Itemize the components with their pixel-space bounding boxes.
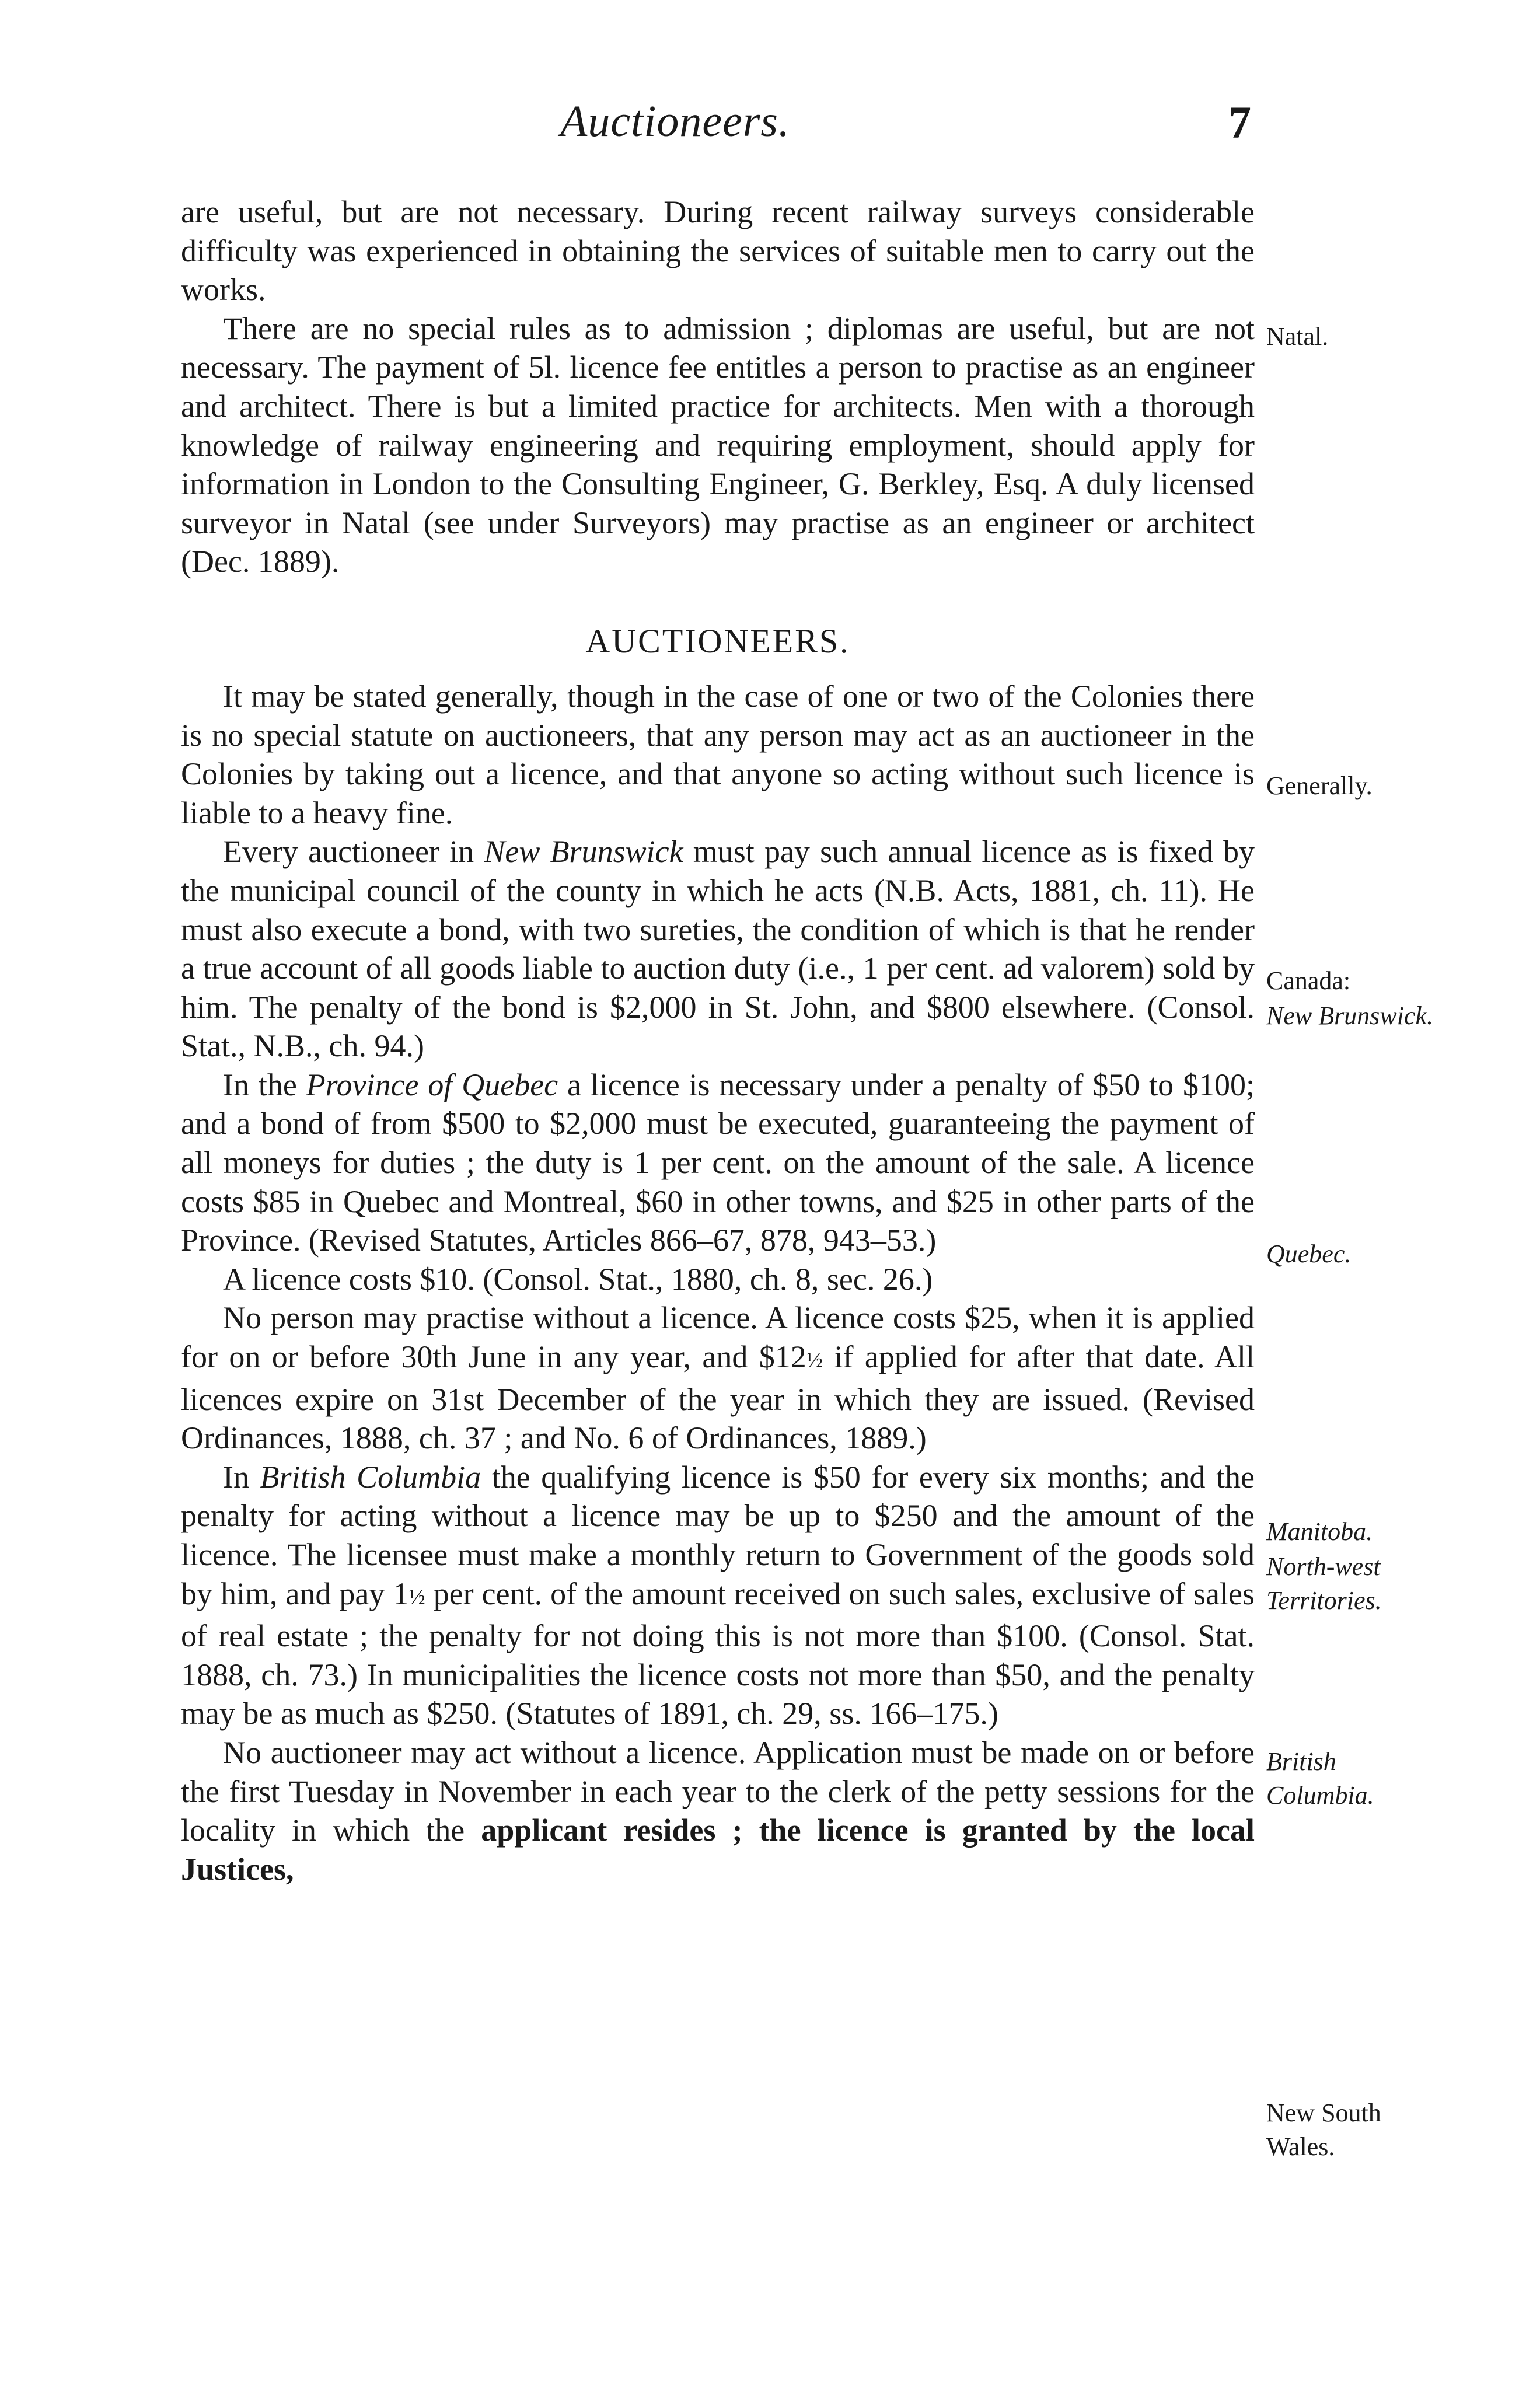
margin-note-canada: Canada: <box>1266 966 1351 995</box>
paragraph-new-brunswick: Every auctioneer in New Brunswick must pay such annual licence as is fixed by the municipal council of the county in which he acts (N.B. Acts, 1881, ch. 11). He must also execute a bond, with two sureties, the condition of which is that he render a true account of all goods liable to auction duty (i.e., 1 per cent. ad valorem) sold by him. The penalty of the bond is $2,000 in St. John, and $800 elsewhere. (Consol. Stat., N.B., ch. 94.) <box>181 834 1255 1064</box>
margin-note-natal: Natal. <box>1266 322 1329 351</box>
section-heading: AUCTIONEERS. <box>585 622 850 660</box>
place-name: Province of Quebec <box>306 1067 558 1102</box>
running-title: Auctioneers. <box>560 97 791 146</box>
margin-note-new-brunswick: New Brunswick. <box>1266 1001 1433 1030</box>
page-header <box>0 96 1540 155</box>
margin-note-manitoba: Manitoba. <box>1266 1517 1373 1546</box>
margin-note-british-columbia: British Columbia. <box>1266 1747 1374 1810</box>
paragraph-generally: It may be stated generally, though in the case of one or two of the Colonies there is no special statute on auctioneers, that any person may act as an auctioneer in the Colonies by taking out a licence, and that anyone so acting without such licence is liable to a heavy fine. <box>181 678 1255 830</box>
place-name: New Brunswick <box>484 834 683 870</box>
paragraph-nw-territories: No person may practise without a licence. A licence costs $25, when it is applied for on or before 30th June in any year, and $12½ if applied for after that date. All licences expire on 31st December of the year in which they are issued. (Revised Ordinances, 1888, ch. 37 ; and No. 6 of Ordinances, 1889.) <box>181 1300 1255 1456</box>
margin-note-nw-territories: North-west Territories. <box>1266 1552 1382 1615</box>
margin-note-generally: Generally. <box>1266 771 1373 800</box>
paragraph-natal: There are no special rules as to admission ; diplomas are useful, but are not necessary. The payment of 5l. licence fee entitles a person to practise as an engineer and architect. There is but a limited practice for architects. Men with a thorough knowledge of railway engineering and requiring employment, should apply for information in London to the Consulting Engineer, G. Berkley, Esq. A duly licensed surveyor in Natal (see under Surveyors) may practise as an engineer or architect (Dec. 1889). <box>181 310 1255 579</box>
paragraph-british-columbia: In British Columbia the qualifying licence is $50 for every six months; and the penalty for acting without a licence may be up to $250 and the amount of the licence. The licensee must make a monthly return to Government of the goods sold by him, and pay 1½ per cent. of the amount received on such sales, exclusive of sales of real estate ; the penalty for not doing this is not more than $100. (Consol. Stat. 1888, ch. 73.) In municipalities the licence costs not more than $50, and the penalty may be as much as $250. (Statutes of 1891, ch. 29, ss. 166–175.) <box>181 1459 1255 1731</box>
margin-note-nsw: New South Wales. <box>1266 2099 1381 2161</box>
paragraph-quebec: In the Province of Quebec a licence is necessary under a penalty of $50 to $100; and a bond of from $500 to $2,000 must be executed, guaranteeing the payment of all moneys for duties ; the duty is 1 per cent. on the amount of the sale. A licence costs $85 in Quebec and Montreal, $60 in other towns, and $25 in other parts of the Province. (Revised Statutes, Articles 866–67, 878, 943–53.) <box>181 1067 1255 1258</box>
page-number: 7 <box>1228 97 1251 148</box>
paragraph-continuation: are useful, but are not necessary. During recent railway surveys considerable difficulty was experienced in obtaining the services of suitable men to carry out the works. <box>181 194 1255 308</box>
place-name: British Columbia <box>260 1459 481 1495</box>
body-text <box>181 193 1255 1888</box>
paragraph-manitoba: A licence costs $10. (Consol. Stat., 1880, ch. 8, sec. 26.) <box>223 1261 933 1297</box>
margin-note-quebec: Quebec. <box>1266 1240 1352 1268</box>
paragraph-nsw: No auctioneer may act without a licence. Application must be made on or before the first Tuesday in November in each year to the clerk of the petty sessions for the locality in which the applicant resides ; the licence is granted by the local Justices, <box>181 1734 1255 1887</box>
